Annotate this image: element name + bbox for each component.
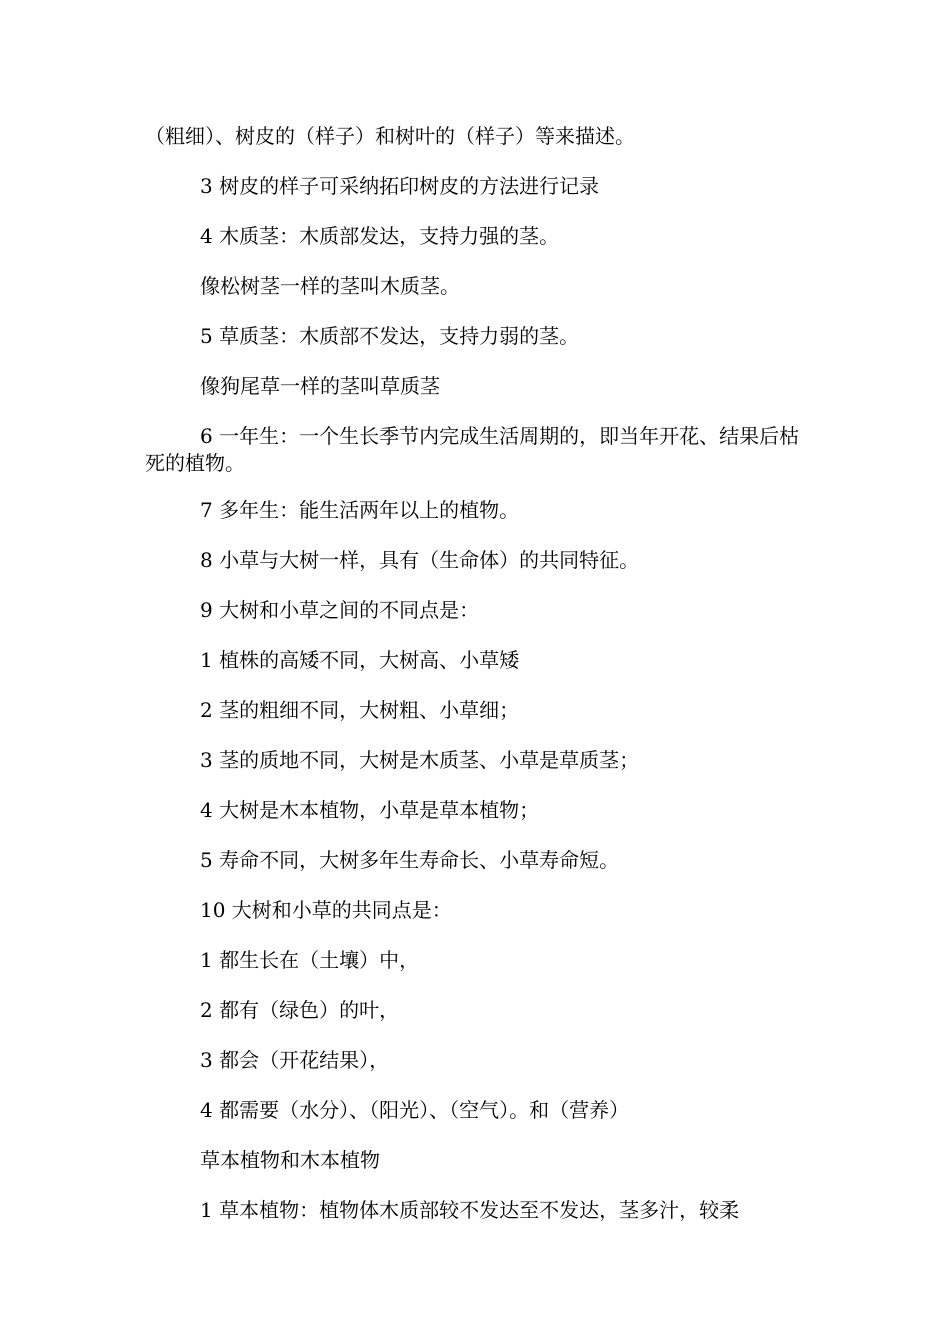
paragraph-continuation: （粗细）、树皮的（样子）和树叶的（样子）等来描述。 — [145, 124, 635, 148]
list-item-common-3: 3 都会（开花结果）， — [200, 1048, 390, 1072]
list-item-difference-3: 3 茎的质地不同，大树是木质茎、小草是草质茎； — [200, 748, 640, 772]
list-item-difference-1: 1 植株的高矮不同，大树高、小草矮 — [200, 648, 520, 672]
list-item-difference-4: 4 大树是木本植物，小草是草本植物； — [200, 798, 540, 822]
paragraph-item-8: 8 小草与大树一样，具有（生命体）的共同特征。 — [200, 548, 640, 572]
paragraph-item-4: 4 木质茎：木质部发达，支持力强的茎。 — [200, 224, 560, 248]
list-item-difference-2: 2 茎的粗细不同，大树粗、小草细； — [200, 698, 520, 722]
paragraph-item-5: 5 草质茎：木质部不发达，支持力弱的茎。 — [200, 324, 580, 348]
paragraph-foxtail-stem: 像狗尾草一样的茎叫草质茎 — [200, 374, 440, 398]
paragraph-item-9: 9 大树和小草之间的不同点是： — [200, 598, 480, 622]
list-item-common-4: 4 都需要（水分）、（阳光）、（空气）。和（营养） — [200, 1098, 630, 1122]
list-item-common-1: 1 都生长在（土壤）中， — [200, 948, 420, 972]
paragraph-item-10: 10 大树和小草的共同点是： — [200, 898, 452, 922]
paragraph-herbaceous-plant: 1 草本植物：植物体木质部较不发达至不发达，茎多汁，较柔 — [200, 1198, 740, 1222]
section-heading-plants: 草本植物和木本植物 — [200, 1148, 380, 1172]
paragraph-pine-stem: 像松树茎一样的茎叫木质茎。 — [200, 274, 460, 298]
list-item-common-2: 2 都有（绿色）的叶， — [200, 998, 400, 1022]
paragraph-item-6: 6 一年生：一个生长季节内完成生活周期的，即当年开花、结果后枯死的植物。 — [145, 424, 800, 475]
paragraph-item-3: 3 树皮的样子可采纳拓印树皮的方法进行记录 — [200, 174, 600, 198]
paragraph-item-7: 7 多年生：能生活两年以上的植物。 — [200, 498, 520, 522]
list-item-difference-5: 5 寿命不同，大树多年生寿命长、小草寿命短。 — [200, 848, 620, 872]
